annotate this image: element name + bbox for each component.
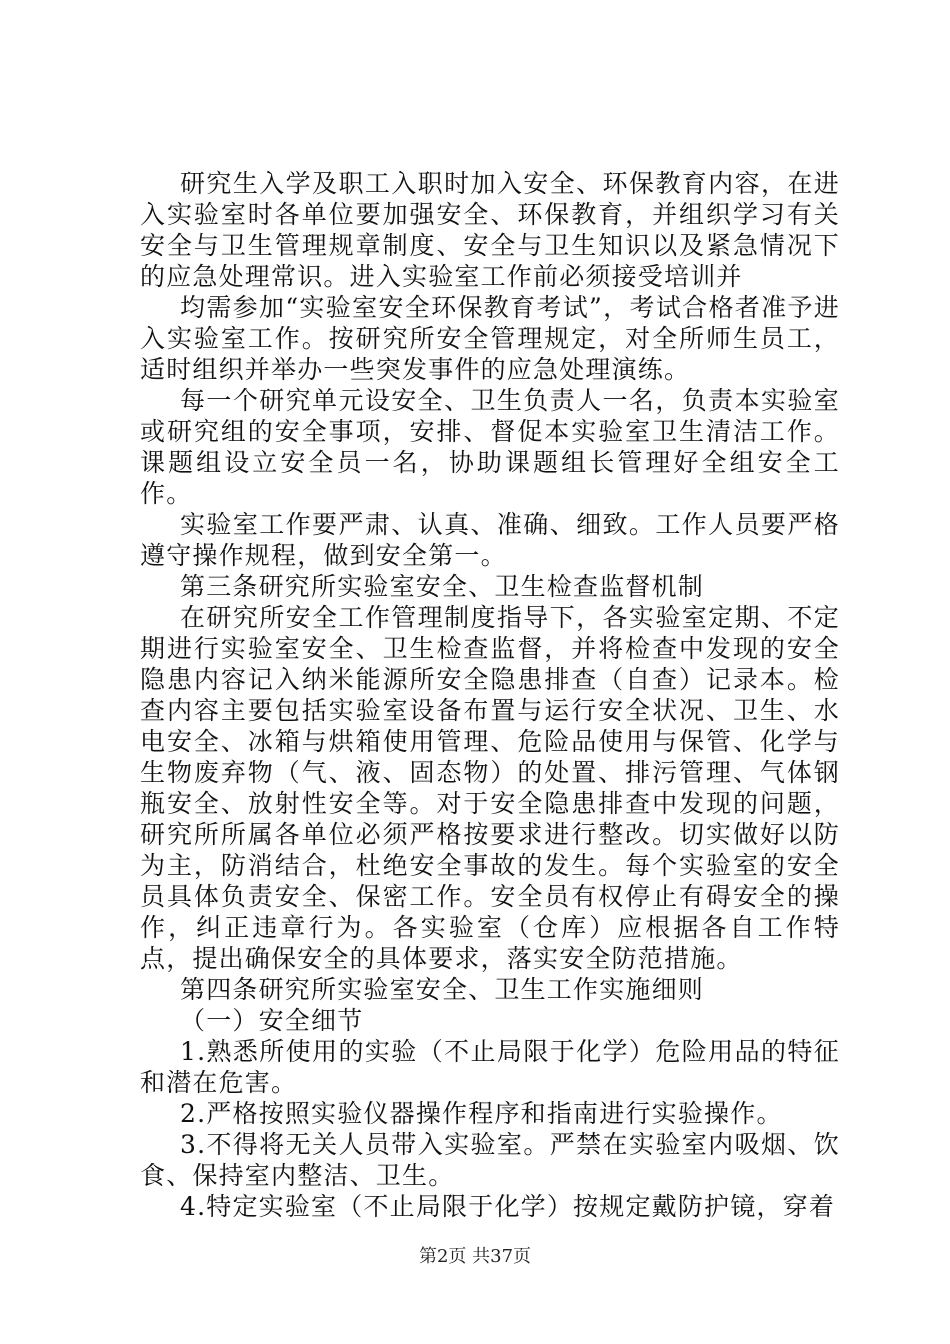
paragraph-work-rules: 实验室工作要严肃、认真、准确、细致。工作人员要严格遵守操作规程，做到安全第一。 [140,510,840,570]
list-item-4: 4.特定实验室（不止局限于化学）按规定戴防护镜，穿着 [180,1192,836,1221]
document-body [140,168,840,1222]
subheading-safety-details: （一）安全细节 [180,1006,364,1035]
paragraph-inspection: 在研究所安全工作管理制度指导下，各实验室定期、不定期进行实验室安全、卫生检查监督，并将检查中发现的安全隐患内容记入纳米能源所安全隐患排查（自查）记录本。检查内容主要包括实验室设备布置与运行安全状况、卫生、水电安全、冰箱与烘箱使用管理、危险品使用与保管、化学与生物废弃物（气、液、固态物）的处置、排污管理、气体钢瓶安全、放射性安全等。对于安全隐患排查中发现的问题，研究所所属各单位必须严格按要求进行整改。切实做好以防为主，防消结合，杜绝安全事故的发生。每个实验室的安全员具体负责安全、保密工作。安全员有权停止有碍安全的操作，纠正违章行为。各实验室（仓库）应根据各自工作特点，提出确保安全的具体要求，落实安全防范措施。 [140,603,840,973]
paragraph-safety-education: 研究生入学及职工入职时加入安全、环保教育内容，在进入实验室时各单位要加强安全、环保教育，并组织学习有关安全与卫生管理规章制度、安全与卫生知识以及紧急情况下的应急处理常识。进入实验室工作前必须接受培训并 [140,169,840,291]
page-number: 第2页 共37页 [418,1246,532,1267]
list-item-3: 3.不得将无关人员带入实验室。严禁在实验室内吸烟、饮食、保持室内整洁、卫生。 [140,1130,840,1190]
list-item-1: 1.熟悉所使用的实验（不止局限于化学）危险用品的特征和潜在危害。 [140,1037,840,1097]
paragraph-safety-exam: 均需参加“实验室安全环保教育考试”，考试合格者准予进入实验室工作。按研究所安全管理规定，对全所师生员工，适时组织并举办一些突发事件的应急处理演练。 [140,293,840,384]
paragraph-safety-officer: 每一个研究单元设安全、卫生负责人一名，负责本实验室或研究组的安全事项，安排、督促本实验室卫生清洁工作。课题组设立安全员一名，协助课题组长管理好全组安全工作。 [140,386,840,508]
heading-article-3: 第三条研究所实验室安全、卫生检查监督机制 [180,572,705,601]
list-item-2: 2.严格按照实验仪器操作程序和指南进行实验操作。 [180,1099,783,1128]
heading-article-4: 第四条研究所实验室安全、卫生工作实施细则 [180,975,705,1004]
